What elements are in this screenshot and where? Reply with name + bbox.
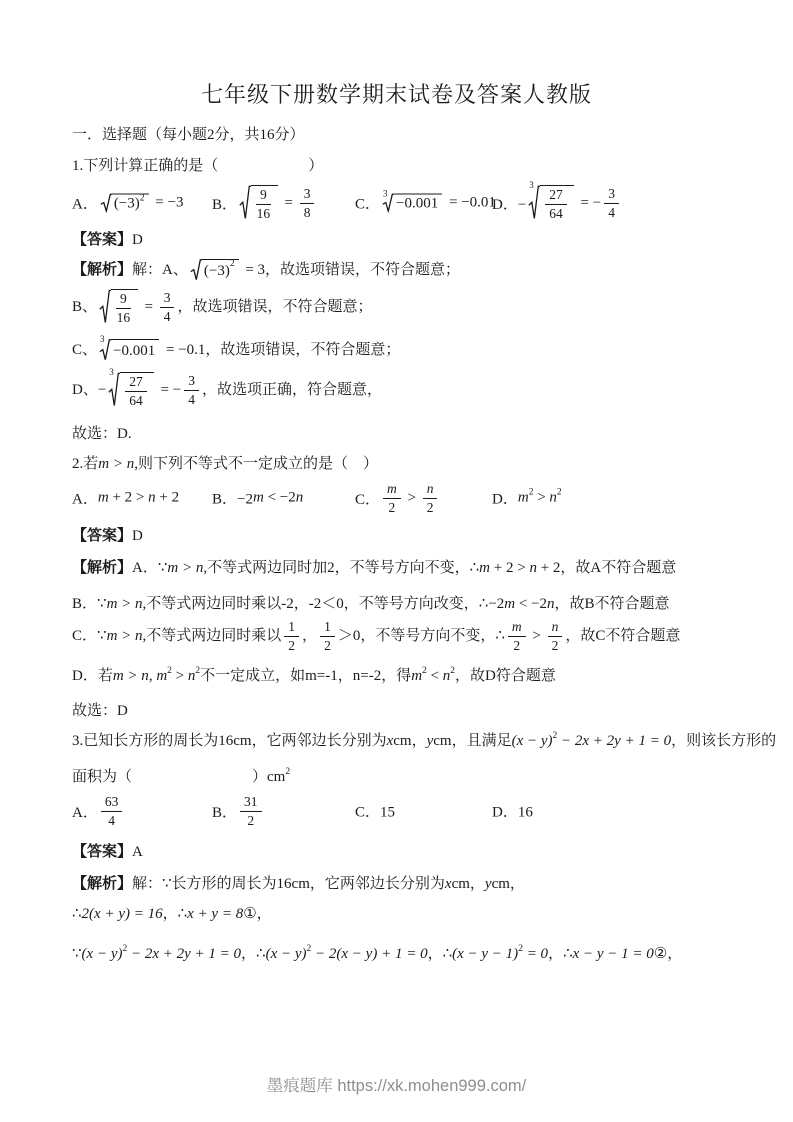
radical — [528, 179, 574, 221]
question-1-option-a — [72, 193, 183, 214]
fraction-denominator: 8 — [303, 204, 311, 220]
superscript: 2 — [195, 666, 201, 676]
radical — [99, 289, 138, 325]
fraction — [125, 374, 147, 408]
text-run: − 2(x − y) + 1 = 0 — [311, 946, 428, 962]
question-3-stem-line-2 — [72, 767, 290, 787]
text-run: ＞0，不等号方向不变，∴ — [337, 627, 505, 644]
text-run: + 2 — [155, 489, 180, 506]
fraction-numerator: 3 — [604, 186, 619, 204]
superscript: 2 — [422, 666, 427, 676]
fraction-numerator: 3 — [184, 373, 199, 391]
fraction — [184, 373, 199, 407]
radical-sign-icon — [190, 259, 202, 281]
fraction-numerator: 9 — [256, 187, 271, 205]
text-run: B． — [212, 196, 238, 213]
superscript: 2 — [450, 666, 456, 676]
superscript: 2 — [552, 731, 558, 741]
text-run: m — [97, 489, 109, 506]
text-run: m — [411, 668, 423, 684]
fraction-denominator: 2 — [426, 499, 434, 515]
text-run: D．若 — [72, 668, 113, 684]
text-run: m > n — [106, 627, 143, 644]
text-run: = − — [156, 381, 182, 398]
text-run: m > n — [106, 596, 143, 612]
text-run: 【解析】 — [72, 876, 133, 892]
fraction-denominator: 2 — [288, 637, 296, 653]
question-2-solution-line-3 — [72, 619, 680, 653]
text-run: 解：A、 — [132, 262, 188, 278]
text-run: 【解析】 — [72, 262, 133, 278]
superscript: 2 — [167, 666, 172, 676]
text-run: (−3) — [203, 263, 230, 279]
text-run: ∵ — [72, 946, 82, 962]
fraction — [116, 291, 131, 325]
fraction — [604, 186, 619, 220]
question-1-solution-line-4 — [72, 367, 382, 408]
text-run: (x − y − 1) — [452, 946, 519, 962]
page-footer: 墨痕题库 https://xk.mohen999.com/ — [266, 1077, 527, 1095]
question-1-solution-line-1 — [72, 259, 460, 281]
question-3-option-d — [492, 801, 533, 822]
text-run: n — [148, 489, 156, 506]
fraction-numerator: 1 — [284, 619, 299, 637]
fraction-numerator: 63 — [101, 794, 123, 812]
question-3-solution-line-3 — [72, 944, 682, 964]
text-run: n — [549, 489, 557, 506]
text-run: = 0 — [522, 946, 549, 962]
text-run: > — [403, 489, 420, 506]
superscript: 2 — [285, 767, 291, 777]
radicand — [251, 185, 278, 221]
text-run: x − y − 1 = 0 — [572, 946, 654, 962]
text-run: + 2 > — [108, 489, 149, 506]
text-run: n — [547, 596, 555, 612]
fraction — [423, 481, 438, 515]
fraction-numerator: 31 — [240, 794, 262, 812]
fraction-numerator: 3 — [160, 290, 175, 308]
radical-sign-icon — [108, 372, 120, 408]
fraction-numerator: 27 — [545, 187, 567, 205]
text-run: 2(x + y) = 16 — [81, 906, 163, 922]
text-run: ∴ — [72, 906, 82, 922]
text-run: > — [171, 668, 188, 684]
text-run: m — [517, 489, 529, 506]
fraction-denominator: 64 — [129, 392, 143, 408]
text-run: , — [148, 668, 157, 684]
fraction — [545, 187, 567, 221]
fraction-denominator: 16 — [256, 205, 271, 221]
question-3-solution-line-1 — [72, 874, 525, 894]
text-run: (x − y) — [265, 946, 307, 962]
text-run: ,不等式两边同时加2，不等号方向不变，∴ — [203, 560, 480, 576]
question-1-solution-line-2 — [72, 289, 373, 325]
radicand — [394, 194, 442, 213]
text-run: A．∵ — [132, 560, 168, 576]
radical — [239, 185, 278, 221]
text-run: m — [479, 560, 491, 576]
text-run: m — [252, 489, 264, 506]
text-run: 【答案】 — [72, 844, 133, 860]
fraction-denominator: 4 — [608, 204, 615, 220]
superscript: 2 — [229, 259, 235, 269]
text-run: x — [386, 733, 394, 749]
text-run: 【解析】 — [72, 560, 133, 576]
text-run: = −0.01 — [445, 194, 496, 211]
text-run: m > n — [167, 560, 204, 576]
text-run: = − — [576, 194, 602, 211]
text-run: C． — [355, 196, 381, 213]
text-run: − 2x + 2y + 1 = 0 — [127, 946, 242, 962]
text-run: = −0.1，故选项错误，不符合题意； — [162, 342, 401, 358]
text-run: 解：∵长方形的周长为16cm，它两邻边长分别为 — [132, 876, 445, 892]
text-run: x + y = 8 — [187, 906, 244, 922]
text-run: D — [132, 528, 143, 544]
text-run: C．15 — [355, 804, 396, 821]
text-run: + 2，故A不符合题意 — [536, 560, 677, 576]
text-run: A． — [72, 196, 98, 213]
text-run: 一．选择题（每小题2分，共16分） — [72, 127, 305, 143]
text-run: D．16 — [492, 804, 533, 821]
text-run: ②， — [653, 946, 683, 962]
radical-sign-icon — [239, 185, 251, 221]
radical — [190, 259, 239, 281]
radical-index: 3 — [529, 179, 534, 190]
fraction — [101, 794, 123, 828]
text-run: < −2 — [515, 596, 548, 612]
superscript: 2 — [122, 944, 128, 954]
fraction-numerator: 1 — [320, 619, 335, 637]
radicand — [111, 289, 138, 325]
text-run: D、− — [72, 381, 107, 398]
question-1-options — [72, 177, 727, 229]
superscript: 2 — [306, 944, 312, 954]
fraction-denominator: 16 — [116, 309, 131, 325]
question-1-solution-line-5 — [72, 424, 132, 444]
text-run: ，∴ — [162, 906, 188, 922]
text-run: m > n — [98, 456, 135, 472]
fraction-numerator: n — [423, 481, 438, 499]
page-title: 七年级下册数学期末试卷及答案人教版 — [200, 82, 592, 107]
superscript: 2 — [518, 944, 523, 954]
text-run: < — [426, 668, 443, 684]
text-run: C．∵ — [72, 627, 107, 644]
text-run: m > n — [112, 668, 149, 684]
radical-sign-icon — [99, 289, 111, 325]
fraction — [256, 187, 271, 221]
superscript: 2 — [556, 487, 562, 498]
text-run: = — [280, 194, 297, 211]
text-run: A． — [72, 804, 98, 821]
fraction — [508, 619, 526, 653]
fraction — [284, 619, 299, 653]
text-run: ，故选项正确，符合题意， — [201, 381, 382, 398]
text-run: ，∴ — [427, 946, 453, 962]
text-run: = — [140, 298, 157, 315]
question-2-solution-line-5 — [72, 701, 128, 721]
text-run: ，∴ — [241, 946, 266, 962]
text-run: C． — [355, 491, 381, 508]
radical — [108, 367, 154, 408]
text-run: (x − y) — [81, 946, 123, 962]
text-run: −0.001 — [396, 195, 439, 212]
question-2-option-b — [212, 488, 303, 509]
fraction-numerator: n — [548, 619, 563, 637]
fraction-denominator: 4 — [163, 308, 171, 324]
superscript: 2 — [139, 193, 145, 204]
fraction-denominator: 2 — [551, 637, 559, 653]
text-run: cm， — [393, 733, 427, 749]
text-run: x — [444, 876, 452, 892]
question-3-option-b — [212, 794, 265, 828]
question-2-solution-line-4 — [72, 666, 556, 686]
fraction-denominator: 4 — [188, 391, 195, 407]
section-1-heading — [72, 125, 305, 145]
question-3-stem-line-1 — [72, 731, 776, 751]
text-run: D．− — [492, 196, 527, 213]
superscript: 2 — [528, 487, 534, 498]
text-run: ，故选项错误，不符合题意； — [177, 298, 373, 315]
text-run: 1.下列计算正确的是（ ） — [72, 158, 324, 174]
text-run: B．∵ — [72, 596, 107, 612]
text-run: ，则该长方形的 — [671, 733, 777, 749]
text-run: 【答案】 — [72, 528, 133, 544]
fraction-denominator: 2 — [513, 637, 521, 653]
text-run: < −2 — [263, 489, 296, 506]
text-run: −0.001 — [113, 343, 156, 359]
text-run: 故选：D. — [72, 426, 132, 442]
fraction-numerator: 3 — [300, 186, 315, 204]
text-run: ，故C不符合题意 — [565, 627, 681, 644]
fraction-denominator: 64 — [549, 205, 563, 221]
radicand — [540, 185, 574, 221]
text-run: 2.若 — [72, 456, 99, 472]
text-run: D． — [492, 491, 518, 508]
question-2-option-c — [355, 481, 440, 515]
fraction-denominator: 2 — [247, 812, 255, 828]
radical-index: 3 — [383, 188, 388, 199]
question-3-option-c — [355, 801, 395, 822]
text-run: ,则下列不等式不一定成立的是（ ） — [134, 456, 378, 472]
fraction-numerator: 9 — [116, 291, 131, 309]
question-3-option-a — [72, 794, 125, 828]
text-run: ，故D符合题意 — [455, 668, 556, 684]
fraction — [548, 619, 563, 653]
question-2-answer — [72, 526, 143, 546]
text-run: (−3) — [113, 195, 140, 212]
fraction-denominator: 4 — [108, 812, 115, 828]
radical — [100, 194, 149, 213]
text-run: cm， — [451, 876, 485, 892]
text-run: ， — [302, 627, 318, 644]
text-run: A — [132, 844, 143, 860]
text-run: n — [529, 560, 537, 576]
radical — [99, 334, 159, 361]
text-run: (x − y) — [511, 733, 553, 749]
radical — [382, 188, 442, 213]
text-run: cm，且满足 — [433, 733, 512, 749]
text-run: ,不等式两边同时乘以-2，-2＜0，不等号方向改变，∴−2 — [142, 596, 505, 612]
radical-sign-icon — [100, 194, 112, 213]
text-run: ，∴ — [548, 946, 573, 962]
text-run: y — [484, 876, 492, 892]
text-run: 3.已知长方形的周长为16cm，它两邻边长分别为 — [72, 733, 387, 749]
text-run: ，故B不符合题意 — [554, 596, 670, 612]
question-3-answer — [72, 842, 143, 862]
fraction-denominator: 2 — [324, 637, 331, 653]
text-run: n — [187, 668, 196, 684]
text-run: n — [295, 489, 304, 506]
radicand — [202, 259, 239, 281]
question-2-solution-line-2 — [72, 594, 670, 614]
text-run: > — [528, 627, 545, 644]
fraction — [160, 290, 175, 324]
text-run: 故选：D — [72, 703, 128, 719]
text-run: n — [442, 668, 451, 684]
text-run: B．−2 — [212, 491, 253, 508]
text-run: + 2 > — [490, 560, 530, 576]
text-run: y — [426, 733, 434, 749]
radicand — [112, 194, 149, 213]
radical-index: 3 — [100, 334, 105, 344]
text-run: B． — [212, 804, 238, 821]
question-2-solution-line-1 — [72, 558, 676, 578]
text-run: 不一定成立，如m=-1，n=-2，得 — [200, 668, 412, 684]
question-2-option-d — [492, 488, 562, 509]
question-3-options — [72, 790, 727, 832]
question-1-solution-line-3 — [72, 334, 401, 361]
fraction — [300, 186, 315, 220]
text-run: A． — [72, 491, 98, 508]
text-run: = −3 — [151, 194, 184, 211]
question-1-option-d — [492, 179, 622, 221]
text-run: D — [132, 232, 143, 248]
text-run: = 3，故选项错误，不符合题意； — [241, 262, 461, 278]
text-run: m — [156, 668, 168, 684]
question-1-answer — [72, 230, 143, 250]
question-2-options — [72, 476, 727, 520]
fraction-numerator: 27 — [125, 374, 147, 392]
text-run: m — [504, 596, 516, 612]
question-1-stem — [72, 156, 323, 176]
text-run: − 2x + 2y + 1 = 0 — [557, 733, 672, 749]
text-run: > — [533, 489, 550, 506]
fraction-numerator: m — [508, 619, 526, 637]
text-run: B、 — [72, 298, 98, 315]
fraction-numerator: m — [383, 481, 401, 499]
question-2-option-a — [72, 488, 179, 509]
fraction — [320, 619, 335, 653]
fraction-denominator: 2 — [388, 499, 396, 515]
question-1-option-b — [212, 185, 317, 221]
question-3-solution-line-2 — [72, 904, 272, 924]
text-run: 面积为（ ）cm — [72, 769, 286, 785]
text-run: ①， — [243, 906, 272, 922]
fraction — [383, 481, 401, 515]
radical-sign-icon — [528, 185, 540, 221]
fraction — [240, 794, 262, 828]
text-run: C、 — [72, 342, 98, 358]
radicand — [120, 372, 154, 408]
radicand — [111, 339, 159, 361]
question-1-option-c — [355, 188, 496, 214]
text-run: ,不等式两边同时乘以 — [142, 627, 282, 644]
question-2-stem — [72, 454, 378, 474]
text-run: 【答案】 — [72, 232, 133, 248]
text-run: cm， — [491, 876, 525, 892]
radical-index: 3 — [109, 367, 114, 377]
